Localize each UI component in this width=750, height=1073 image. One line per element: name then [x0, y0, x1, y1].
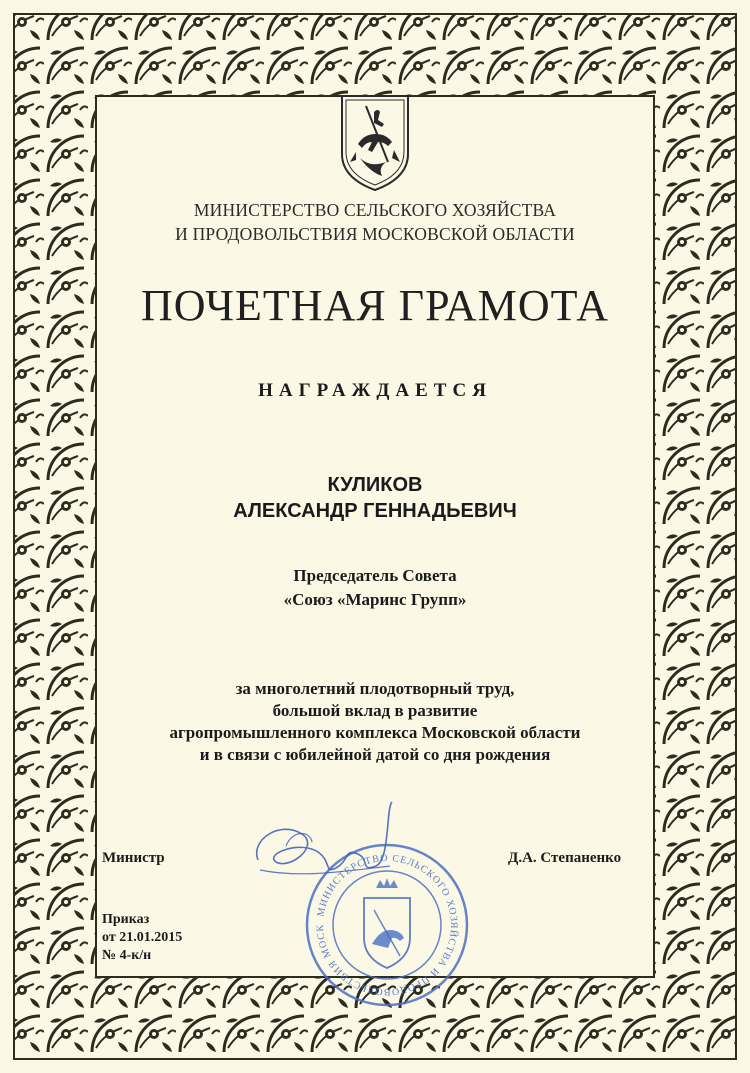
- order-date: от 21.01.2015: [102, 930, 183, 945]
- award-reason-line-1: за многолетний плодотворный труд,: [235, 679, 515, 698]
- recipient-position-line-2: «Союз «Маринс Групп»: [283, 590, 467, 609]
- moscow-oblast-coat-of-arms-icon: [336, 92, 414, 194]
- ministry-name-line-2: И ПРОДОВОЛЬСТВИЯ МОСКОВСКОЙ ОБЛАСТИ: [175, 224, 575, 244]
- handwritten-signature: [240, 800, 440, 910]
- award-reason-line-2: большой вклад в развитие: [272, 701, 478, 720]
- order-label: Приказ: [102, 912, 150, 927]
- award-reason-line-3: агропромышленного комплекса Московской области: [169, 723, 581, 742]
- signatory-name: Д.А. Степаненко: [508, 850, 622, 866]
- signatory-role: Министр: [102, 850, 165, 866]
- recipient-given-names: АЛЕКСАНДР ГЕННАДЬЕВИЧ: [233, 500, 517, 522]
- awarded-heading: НАГРАЖДАЕТСЯ: [258, 380, 492, 401]
- document-title: ПОЧЕТНАЯ ГРАМОТА: [140, 281, 610, 330]
- svg-text:МИНИСТЕРСТВО СЕЛЬСКОГО ХОЗЯЙСТ: МИНИСТЕРСТВО СЕЛЬСКОГО ХОЗЯЙСТВА И ПРОДОВОЛЬСТВИЯ МОСК: [314, 852, 460, 998]
- recipient-surname: КУЛИКОВ: [327, 474, 423, 496]
- ministry-name-line-1: МИНИСТЕРСТВО СЕЛЬСКОГО ХОЗЯЙСТВА: [193, 200, 557, 220]
- recipient-position-line-1: Председатель Совета: [293, 566, 457, 585]
- award-reason-line-4: и в связи с юбилейной датой со дня рождения: [199, 745, 551, 764]
- order-number: № 4-к/н: [102, 948, 152, 963]
